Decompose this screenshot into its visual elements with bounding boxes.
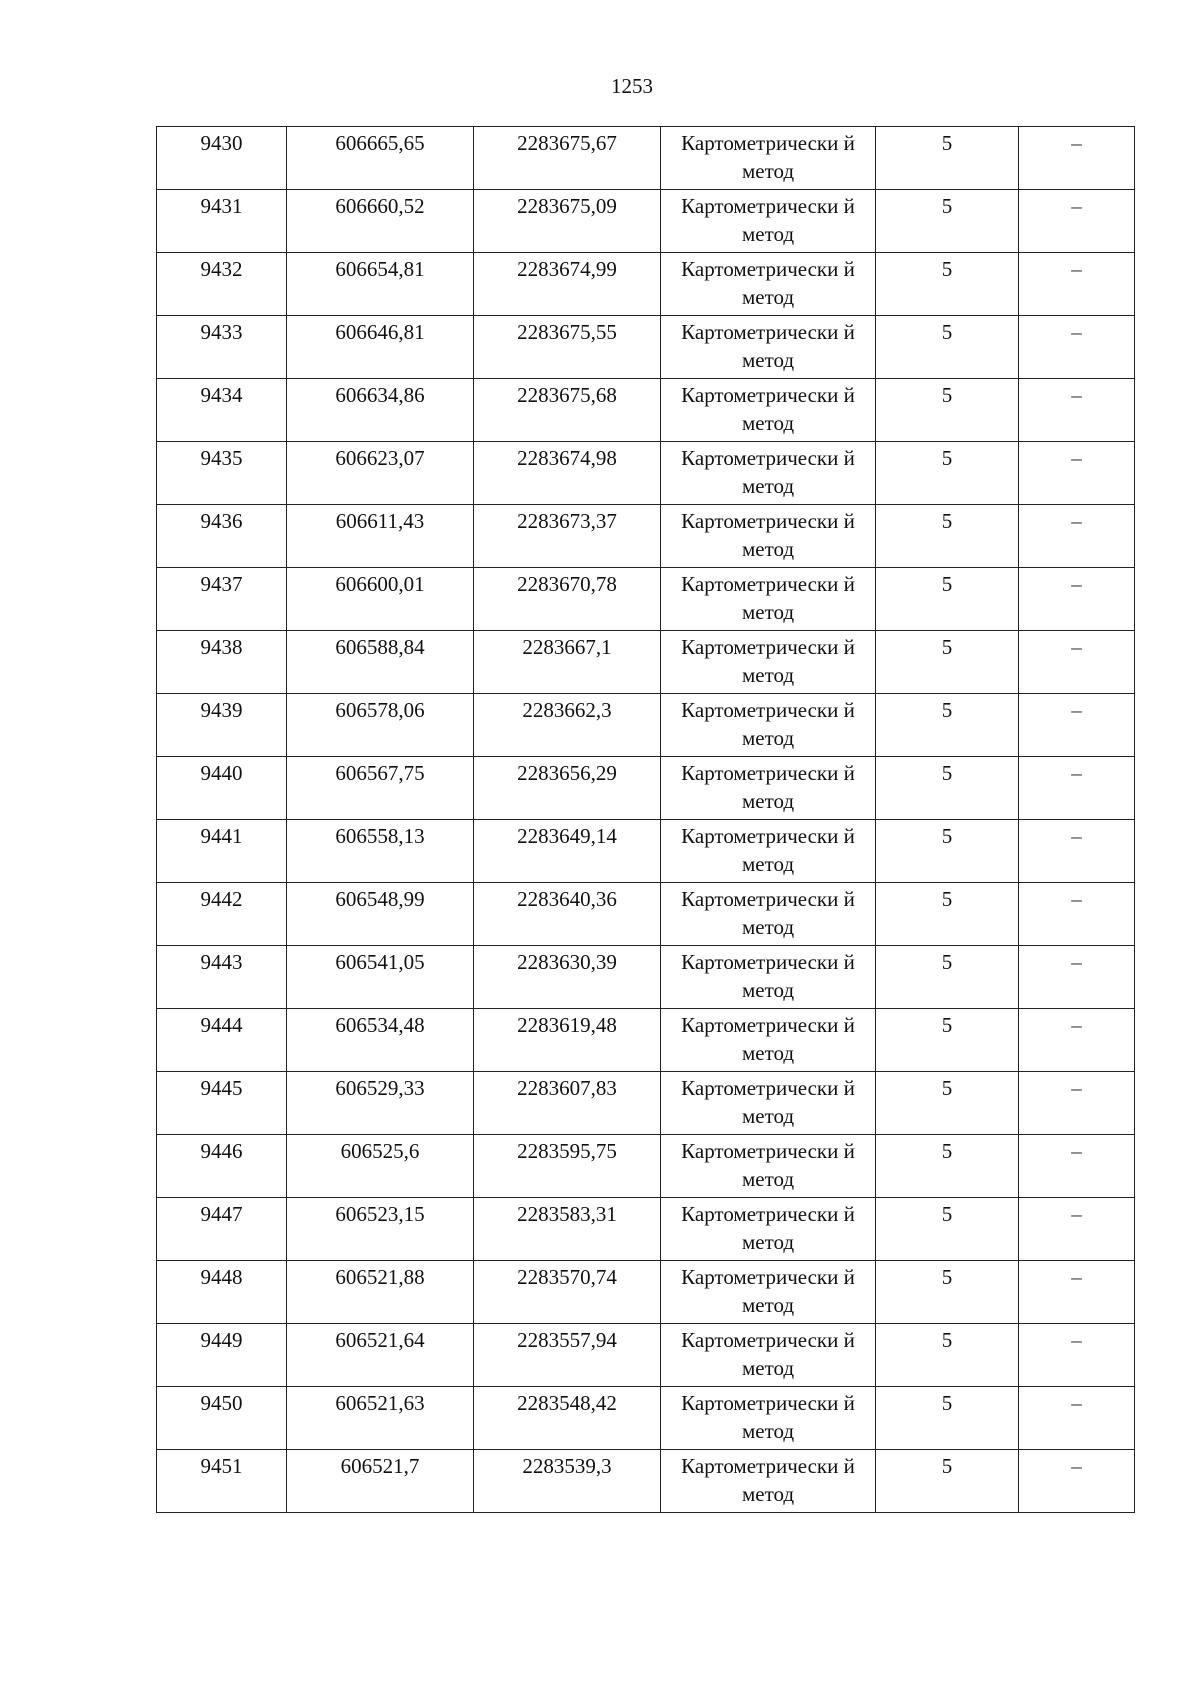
accuracy-cell	[876, 442, 1019, 505]
accuracy: 5	[941, 698, 953, 722]
accuracy: 5	[941, 824, 953, 848]
table-row	[157, 568, 1135, 631]
method: Картометрически й метод	[681, 320, 855, 372]
x-coordinate: 606634,86	[335, 383, 425, 407]
coordinates-table	[156, 126, 1135, 1513]
x-coordinate-cell	[287, 1450, 474, 1513]
accuracy-cell	[876, 190, 1019, 253]
y-coordinate-cell	[474, 442, 661, 505]
accuracy-cell	[876, 946, 1019, 1009]
note-cell	[1019, 1387, 1135, 1450]
point-id-cell	[157, 253, 287, 316]
point-id: 9447	[200, 1202, 243, 1226]
y-coordinate: 2283675,67	[517, 131, 617, 155]
note-cell	[1019, 757, 1135, 820]
method-cell	[661, 1198, 876, 1261]
method-cell	[661, 694, 876, 757]
point-id-cell	[157, 883, 287, 946]
point-id-cell	[157, 946, 287, 1009]
accuracy-cell	[876, 1198, 1019, 1261]
table-row	[157, 190, 1135, 253]
accuracy-cell	[876, 1072, 1019, 1135]
accuracy-cell	[876, 505, 1019, 568]
coordinates-table-body	[157, 127, 1135, 1513]
accuracy: 5	[941, 383, 953, 407]
method: Картометрически й метод	[681, 1391, 855, 1443]
x-coordinate: 606534,48	[335, 1013, 425, 1037]
method: Картометрически й метод	[681, 572, 855, 624]
point-id: 9430	[200, 131, 243, 155]
x-coordinate: 606541,05	[335, 950, 425, 974]
accuracy: 5	[941, 131, 953, 155]
point-id-cell	[157, 1135, 287, 1198]
point-id: 9449	[200, 1328, 243, 1352]
y-coordinate: 2283670,78	[517, 572, 617, 596]
note-cell	[1019, 190, 1135, 253]
method-cell	[661, 883, 876, 946]
point-id: 9433	[200, 320, 243, 344]
note: –	[1071, 1139, 1082, 1163]
y-coordinate-cell	[474, 316, 661, 379]
x-coordinate: 606646,81	[335, 320, 425, 344]
y-coordinate-cell	[474, 631, 661, 694]
point-id: 9438	[200, 635, 243, 659]
note-cell	[1019, 883, 1135, 946]
y-coordinate-cell	[474, 1450, 661, 1513]
method: Картометрически й метод	[681, 194, 855, 246]
y-coordinate-cell	[474, 253, 661, 316]
x-coordinate: 606588,84	[335, 635, 425, 659]
table-row	[157, 379, 1135, 442]
point-id-cell	[157, 442, 287, 505]
table-row	[157, 1387, 1135, 1450]
x-coordinate-cell	[287, 1324, 474, 1387]
point-id-cell	[157, 1072, 287, 1135]
x-coordinate-cell	[287, 1135, 474, 1198]
x-coordinate: 606521,63	[335, 1391, 425, 1415]
method-cell	[661, 505, 876, 568]
y-coordinate-cell	[474, 1324, 661, 1387]
note-cell	[1019, 442, 1135, 505]
accuracy: 5	[941, 1328, 953, 1352]
point-id-cell	[157, 820, 287, 883]
accuracy-cell	[876, 1387, 1019, 1450]
note: –	[1071, 509, 1082, 533]
accuracy-cell	[876, 1324, 1019, 1387]
y-coordinate-cell	[474, 505, 661, 568]
x-coordinate-cell	[287, 316, 474, 379]
accuracy-cell	[876, 127, 1019, 190]
x-coordinate: 606525,6	[340, 1139, 420, 1163]
method-cell	[661, 1324, 876, 1387]
method-cell	[661, 1261, 876, 1324]
table-row	[157, 316, 1135, 379]
table-row	[157, 127, 1135, 190]
y-coordinate: 2283607,83	[517, 1076, 617, 1100]
point-id: 9442	[200, 887, 243, 911]
x-coordinate: 606567,75	[335, 761, 425, 785]
method-cell	[661, 1009, 876, 1072]
accuracy: 5	[941, 509, 953, 533]
accuracy-cell	[876, 568, 1019, 631]
point-id-cell	[157, 1450, 287, 1513]
note: –	[1071, 1265, 1082, 1289]
method-cell	[661, 1135, 876, 1198]
x-coordinate-cell	[287, 1261, 474, 1324]
note: –	[1071, 194, 1082, 218]
note: –	[1071, 635, 1082, 659]
point-id: 9436	[200, 509, 243, 533]
method: Картометрически й метод	[681, 257, 855, 309]
method: Картометрически й метод	[681, 1139, 855, 1191]
y-coordinate-cell	[474, 568, 661, 631]
note-cell	[1019, 1324, 1135, 1387]
point-id: 9443	[200, 950, 243, 974]
y-coordinate-cell	[474, 946, 661, 1009]
method: Картометрически й метод	[681, 761, 855, 813]
x-coordinate: 606654,81	[335, 257, 425, 281]
y-coordinate: 2283674,99	[517, 257, 617, 281]
method: Картометрически й метод	[681, 131, 855, 183]
x-coordinate: 606523,15	[335, 1202, 425, 1226]
point-id: 9450	[200, 1391, 243, 1415]
accuracy: 5	[941, 1391, 953, 1415]
x-coordinate-cell	[287, 946, 474, 1009]
accuracy: 5	[941, 257, 953, 281]
y-coordinate: 2283649,14	[517, 824, 617, 848]
y-coordinate: 2283675,09	[517, 194, 617, 218]
x-coordinate-cell	[287, 1198, 474, 1261]
note-cell	[1019, 379, 1135, 442]
method-cell	[661, 1072, 876, 1135]
accuracy: 5	[941, 887, 953, 911]
x-coordinate: 606521,7	[340, 1454, 420, 1478]
table-row	[157, 757, 1135, 820]
table-row	[157, 946, 1135, 1009]
accuracy-cell	[876, 757, 1019, 820]
accuracy: 5	[941, 1076, 953, 1100]
point-id: 9441	[200, 824, 243, 848]
table-row	[157, 1198, 1135, 1261]
note: –	[1071, 1391, 1082, 1415]
x-coordinate: 606578,06	[335, 698, 425, 722]
accuracy-cell	[876, 694, 1019, 757]
method-cell	[661, 631, 876, 694]
x-coordinate: 606600,01	[335, 572, 425, 596]
method-cell	[661, 442, 876, 505]
point-id: 9434	[200, 383, 243, 407]
note-cell	[1019, 253, 1135, 316]
y-coordinate: 2283675,68	[517, 383, 617, 407]
accuracy-cell	[876, 1135, 1019, 1198]
y-coordinate-cell	[474, 883, 661, 946]
point-id-cell	[157, 505, 287, 568]
note-cell	[1019, 631, 1135, 694]
point-id-cell	[157, 127, 287, 190]
note: –	[1071, 131, 1082, 155]
x-coordinate: 606548,99	[335, 887, 425, 911]
point-id-cell	[157, 1009, 287, 1072]
accuracy-cell	[876, 1450, 1019, 1513]
table-row	[157, 883, 1135, 946]
note: –	[1071, 1454, 1082, 1478]
y-coordinate: 2283539,3	[522, 1454, 612, 1478]
accuracy: 5	[941, 320, 953, 344]
y-coordinate-cell	[474, 820, 661, 883]
y-coordinate: 2283640,36	[517, 887, 617, 911]
note: –	[1071, 1076, 1082, 1100]
point-id-cell	[157, 316, 287, 379]
accuracy-cell	[876, 820, 1019, 883]
accuracy-cell	[876, 1009, 1019, 1072]
note: –	[1071, 446, 1082, 470]
x-coordinate-cell	[287, 883, 474, 946]
y-coordinate-cell	[474, 757, 661, 820]
y-coordinate-cell	[474, 379, 661, 442]
y-coordinate-cell	[474, 1135, 661, 1198]
note: –	[1071, 824, 1082, 848]
note: –	[1071, 1328, 1082, 1352]
point-id: 9437	[200, 572, 243, 596]
method-cell	[661, 820, 876, 883]
accuracy: 5	[941, 1139, 953, 1163]
note-cell	[1019, 1009, 1135, 1072]
note-cell	[1019, 568, 1135, 631]
point-id-cell	[157, 1261, 287, 1324]
x-coordinate-cell	[287, 1387, 474, 1450]
accuracy: 5	[941, 572, 953, 596]
y-coordinate: 2283675,55	[517, 320, 617, 344]
point-id-cell	[157, 1324, 287, 1387]
table-row	[157, 1072, 1135, 1135]
x-coordinate-cell	[287, 190, 474, 253]
note: –	[1071, 257, 1082, 281]
point-id-cell	[157, 568, 287, 631]
table-row	[157, 1009, 1135, 1072]
accuracy-cell	[876, 631, 1019, 694]
point-id: 9439	[200, 698, 243, 722]
note: –	[1071, 950, 1082, 974]
y-coordinate: 2283583,31	[517, 1202, 617, 1226]
accuracy: 5	[941, 1265, 953, 1289]
point-id: 9448	[200, 1265, 243, 1289]
point-id-cell	[157, 379, 287, 442]
note-cell	[1019, 1135, 1135, 1198]
method: Картометрически й метод	[681, 1328, 855, 1380]
y-coordinate-cell	[474, 1072, 661, 1135]
point-id: 9435	[200, 446, 243, 470]
accuracy-cell	[876, 253, 1019, 316]
note-cell	[1019, 505, 1135, 568]
point-id-cell	[157, 694, 287, 757]
note-cell	[1019, 316, 1135, 379]
note: –	[1071, 1013, 1082, 1037]
accuracy: 5	[941, 446, 953, 470]
accuracy-cell	[876, 883, 1019, 946]
x-coordinate-cell	[287, 253, 474, 316]
y-coordinate: 2283619,48	[517, 1013, 617, 1037]
note: –	[1071, 698, 1082, 722]
accuracy: 5	[941, 1013, 953, 1037]
y-coordinate: 2283548,42	[517, 1391, 617, 1415]
method-cell	[661, 1450, 876, 1513]
point-id: 9444	[200, 1013, 243, 1037]
accuracy-cell	[876, 1261, 1019, 1324]
accuracy: 5	[941, 1454, 953, 1478]
y-coordinate-cell	[474, 1387, 661, 1450]
x-coordinate: 606665,65	[335, 131, 425, 155]
point-id-cell	[157, 631, 287, 694]
point-id: 9451	[200, 1454, 243, 1478]
accuracy: 5	[941, 194, 953, 218]
note: –	[1071, 761, 1082, 785]
y-coordinate: 2283674,98	[517, 446, 617, 470]
x-coordinate-cell	[287, 568, 474, 631]
x-coordinate: 606529,33	[335, 1076, 425, 1100]
accuracy-cell	[876, 316, 1019, 379]
x-coordinate-cell	[287, 505, 474, 568]
y-coordinate: 2283667,1	[522, 635, 612, 659]
method-cell	[661, 379, 876, 442]
table-row	[157, 442, 1135, 505]
method-cell	[661, 127, 876, 190]
y-coordinate: 2283656,29	[517, 761, 617, 785]
x-coordinate-cell	[287, 757, 474, 820]
method-cell	[661, 757, 876, 820]
method: Картометрически й метод	[681, 824, 855, 876]
table-row	[157, 631, 1135, 694]
point-id-cell	[157, 1387, 287, 1450]
accuracy: 5	[941, 1202, 953, 1226]
x-coordinate-cell	[287, 442, 474, 505]
x-coordinate-cell	[287, 820, 474, 883]
method-cell	[661, 190, 876, 253]
x-coordinate-cell	[287, 1072, 474, 1135]
note: –	[1071, 887, 1082, 911]
x-coordinate: 606660,52	[335, 194, 425, 218]
note-cell	[1019, 1198, 1135, 1261]
note-cell	[1019, 694, 1135, 757]
table-row	[157, 1261, 1135, 1324]
method: Картометрически й метод	[681, 1076, 855, 1128]
note: –	[1071, 572, 1082, 596]
note-cell	[1019, 127, 1135, 190]
note: –	[1071, 1202, 1082, 1226]
y-coordinate: 2283630,39	[517, 950, 617, 974]
method: Картометрически й метод	[681, 1265, 855, 1317]
point-id: 9445	[200, 1076, 243, 1100]
y-coordinate: 2283673,37	[517, 509, 617, 533]
x-coordinate-cell	[287, 1009, 474, 1072]
point-id-cell	[157, 757, 287, 820]
point-id: 9431	[200, 194, 243, 218]
table-row	[157, 694, 1135, 757]
method: Картометрически й метод	[681, 698, 855, 750]
method: Картометрически й метод	[681, 1454, 855, 1506]
method: Картометрически й метод	[681, 383, 855, 435]
method-cell	[661, 568, 876, 631]
method-cell	[661, 316, 876, 379]
accuracy: 5	[941, 950, 953, 974]
x-coordinate-cell	[287, 127, 474, 190]
table-row	[157, 505, 1135, 568]
method: Картометрически й метод	[681, 1013, 855, 1065]
method: Картометрически й метод	[681, 887, 855, 939]
x-coordinate: 606521,64	[335, 1328, 425, 1352]
point-id: 9432	[200, 257, 243, 281]
y-coordinate-cell	[474, 190, 661, 253]
method: Картометрически й метод	[681, 635, 855, 687]
note: –	[1071, 383, 1082, 407]
table-row	[157, 1324, 1135, 1387]
y-coordinate-cell	[474, 127, 661, 190]
note: –	[1071, 320, 1082, 344]
method: Картометрически й метод	[681, 950, 855, 1002]
note-cell	[1019, 946, 1135, 1009]
method: Картометрически й метод	[681, 446, 855, 498]
y-coordinate-cell	[474, 694, 661, 757]
point-id-cell	[157, 1198, 287, 1261]
table-row	[157, 820, 1135, 883]
method: Картометрически й метод	[681, 509, 855, 561]
accuracy-cell	[876, 379, 1019, 442]
y-coordinate-cell	[474, 1198, 661, 1261]
method: Картометрически й метод	[681, 1202, 855, 1254]
y-coordinate: 2283557,94	[517, 1328, 617, 1352]
table-row	[157, 253, 1135, 316]
method-cell	[661, 253, 876, 316]
accuracy: 5	[941, 635, 953, 659]
x-coordinate: 606521,88	[335, 1265, 425, 1289]
table-row	[157, 1135, 1135, 1198]
method-cell	[661, 1387, 876, 1450]
y-coordinate-cell	[474, 1009, 661, 1072]
point-id: 9440	[200, 761, 243, 785]
method-cell	[661, 946, 876, 1009]
page-number: 1253	[611, 74, 653, 98]
point-id: 9446	[200, 1139, 243, 1163]
accuracy: 5	[941, 761, 953, 785]
y-coordinate: 2283595,75	[517, 1139, 617, 1163]
x-coordinate: 606611,43	[335, 509, 425, 533]
x-coordinate-cell	[287, 379, 474, 442]
note-cell	[1019, 1450, 1135, 1513]
point-id-cell	[157, 190, 287, 253]
note-cell	[1019, 1261, 1135, 1324]
x-coordinate-cell	[287, 694, 474, 757]
x-coordinate-cell	[287, 631, 474, 694]
note-cell	[1019, 820, 1135, 883]
y-coordinate: 2283662,3	[522, 698, 612, 722]
x-coordinate: 606558,13	[335, 824, 425, 848]
table-row	[157, 1450, 1135, 1513]
x-coordinate: 606623,07	[335, 446, 425, 470]
y-coordinate: 2283570,74	[517, 1265, 617, 1289]
note-cell	[1019, 1072, 1135, 1135]
y-coordinate-cell	[474, 1261, 661, 1324]
